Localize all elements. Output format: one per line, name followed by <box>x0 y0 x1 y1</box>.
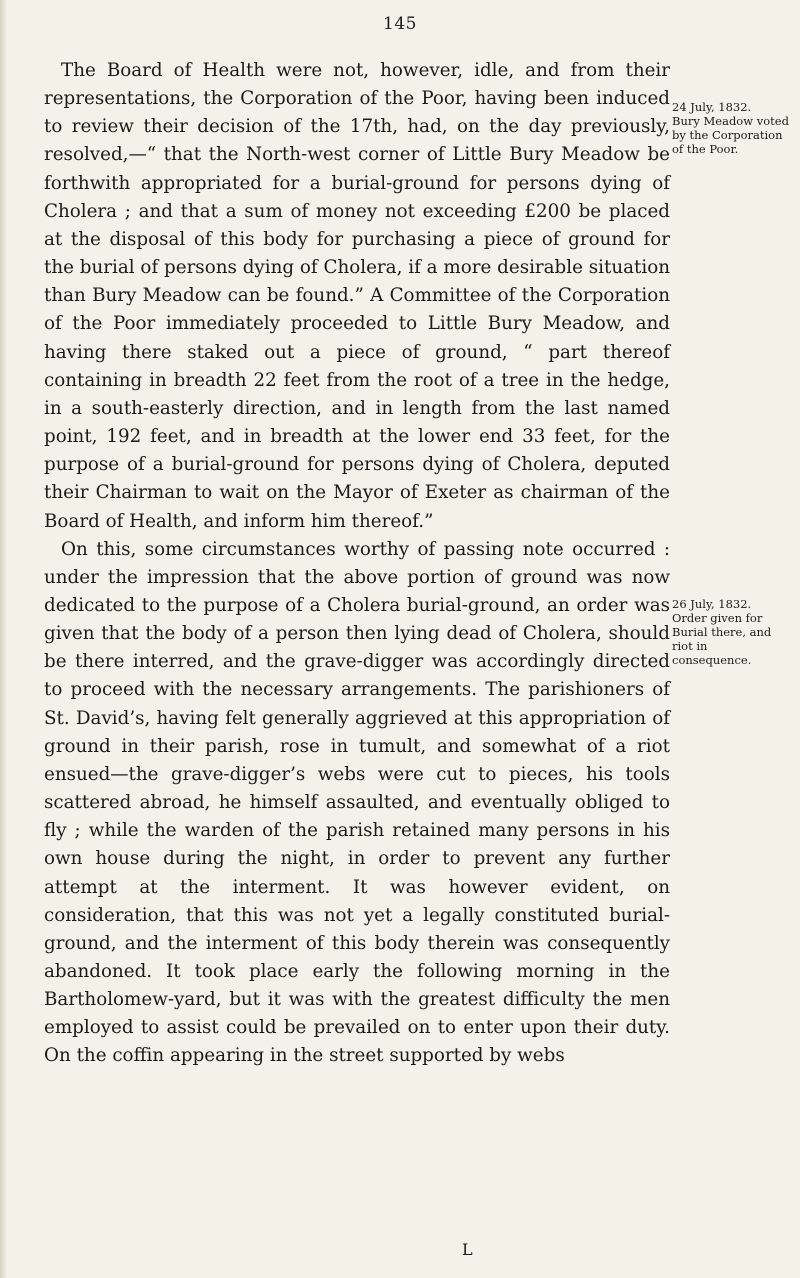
margin-note-order-given <box>672 597 790 667</box>
page-edge-shadow <box>0 0 7 1278</box>
margin-note-text: Bury Meadow voted by the Corporation of the Poor. <box>672 114 789 156</box>
margin-note-date: 26 July, 1832. <box>672 597 752 611</box>
paragraph-riot: On this, some circumstances worthy of passing note occurred : under the impression that the above portion of ground was now dedicated to the purpose of a Cholera burial-ground, an order was given that the body of a person then lying dead of Cholera, should be there interred, and the grave-digger was accordingly directed to proceed with the necessary arrangements. The parishioners of St. David’s, having felt generally aggrieved at this appropriation of ground in their parish, rose in tumult, and somewhat of a riot ensued—the grave-digger’s webs were cut to pieces, his tools scattered abroad, he himself assaulted, and eventually obliged to fly ; while the warden of the parish retained many persons in his own house during the night, in order to prevent any further attempt at the interment. It was however evident, on consideration, that this was not yet a legally constituted burial-ground, and the interment of this body therein was consequently abandoned. It took place early the following morning in the Bartholomew-yard, but it was with the greatest difficulty the men employed to assist could be prevailed on to enter upon their duty. On the coffin appearing in the street supported by webs <box>44 538 670 1067</box>
margin-note-bury-meadow <box>672 100 790 156</box>
margin-note-date: 24 July, 1832. <box>672 100 752 114</box>
signature-mark: L <box>462 1240 473 1259</box>
margin-note-text: Order given for Burial there, and riot in consequence. <box>672 611 772 667</box>
paragraph-board-of-health: The Board of Health were not, however, idle, and from their representations, the Corporation of the Poor, having been induced to review their decision of the 17th, had, on the day previously, resolved,—“ that the North-west corner of Little Bury Meadow be forthwith appropriated for a burial-ground for persons dying of Cholera ; and that a sum of money not exceeding £200 be placed at the disposal of this body for purchasing a piece of ground for the burial of persons dying of Cholera, if a more desirable situation than Bury Meadow can be found.” A Committee of the Corporation of the Poor immediately proceeded to Little Bury Meadow, and having there staked out a piece of ground, “ part thereof containing in breadth 22 feet from the root of a tree in the hedge, in a south-easterly direction, and in length from the last named point, 192 feet, and in breadth at the lower end 33 feet, for the purpose of a burial-ground for persons dying of Cholera, deputed their Chairman to wait on the Mayor of Exeter as chairman of the Board of Health, and inform him thereof.” <box>44 60 670 532</box>
page-number: 145 <box>383 14 417 34</box>
main-text-block <box>44 57 670 1071</box>
